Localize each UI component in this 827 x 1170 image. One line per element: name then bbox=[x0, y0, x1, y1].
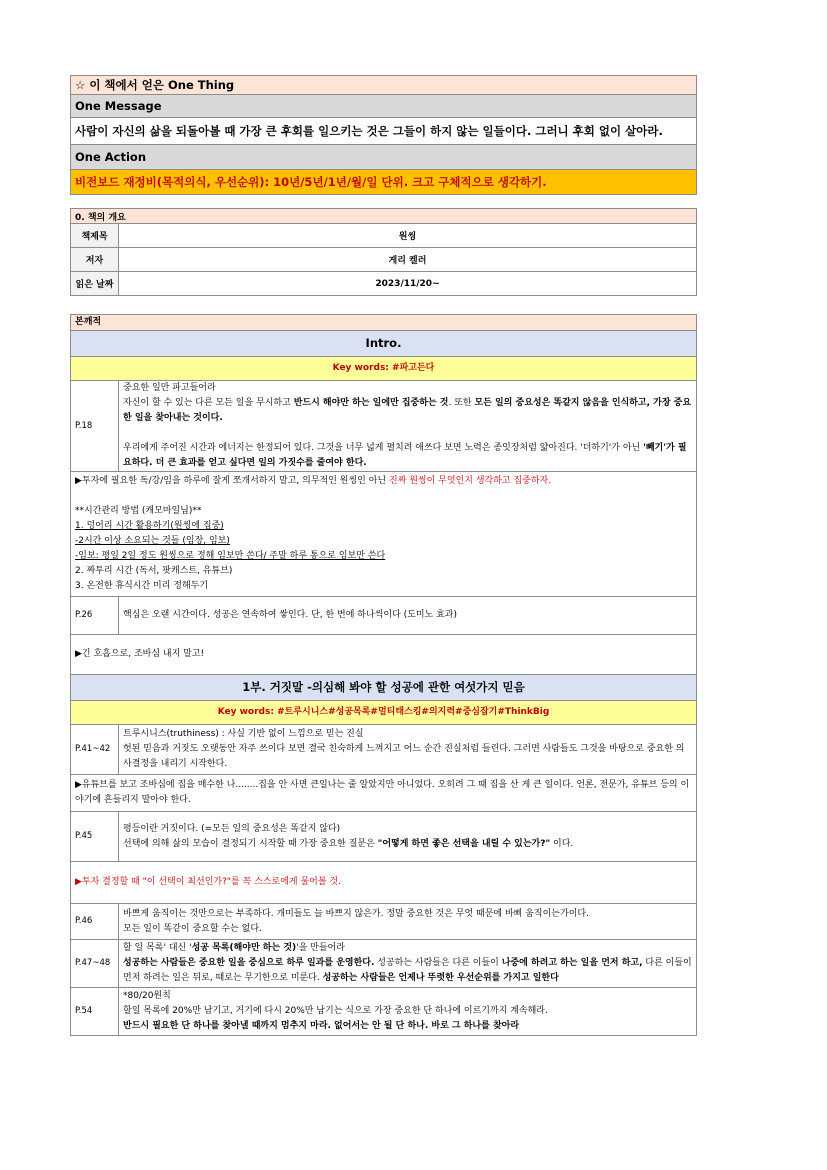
reflection-cell: ▶긴 호흡으로, 조바심 내지 말고! bbox=[71, 635, 697, 675]
reflection-line: ▶투자에 필요한 독/강/임을 하루에 잘게 쪼개서하지 말고, 의무적인 원씽인 아닌 진짜 원씽이 무엇인지 생각하고 집중하자. bbox=[75, 476, 552, 486]
one-thing-box bbox=[70, 75, 697, 195]
page-ref: P.47~48 bbox=[71, 940, 119, 988]
book-overview bbox=[70, 208, 697, 296]
reading-notes bbox=[70, 314, 697, 1036]
time-mgmt-item: 2. 짜투리 시간 (독서, 팟캐스트, 유튜브) bbox=[75, 566, 233, 576]
page-ref: P.41~42 bbox=[71, 725, 119, 775]
overview-header: 0. 책의 개요 bbox=[71, 209, 697, 224]
overview-value-date: 2023/11/20~ bbox=[119, 272, 697, 296]
quote-cell: 핵심은 오랜 시간이다. 성공은 연속하여 쌓인다. 단, 한 번에 하나씩이다 (도미노 효과) bbox=[119, 597, 697, 635]
reflection-cell bbox=[71, 472, 697, 597]
quote-cell bbox=[119, 812, 697, 862]
page-ref: P.54 bbox=[71, 988, 119, 1036]
one-message-label: One Message bbox=[71, 95, 697, 118]
quote-line: 선택에 의해 삶의 모습이 결정되기 시작할 때 가장 중요한 질문은 "어떻게 하면 좋은 선택을 내릴 수 있는가?" 이다. bbox=[123, 838, 574, 849]
page-ref: P.18 bbox=[71, 381, 119, 472]
overview-value-title: 원씽 bbox=[119, 224, 697, 248]
quote-line: 우리에게 주어진 시간과 에너지는 한정되어 있다. 그것을 너무 넓게 펼치려 애쓰다 보면 노력은 종잇장처럼 얇아진다. '더하기'가 아닌 '빼기'가 필요하다. 더 큰 효과를 얻고 싶다면 일의 가짓수를 줄여야 한다. bbox=[123, 443, 687, 468]
part1-keywords: Key words: #트루시니스#성공목록#멀티태스킹#의지력#중심잡기#ThinkBig bbox=[71, 701, 697, 725]
page-ref: P.46 bbox=[71, 904, 119, 940]
quote-cell bbox=[119, 904, 697, 940]
quote-line: *80/20원칙 bbox=[123, 991, 171, 1001]
quote-line: 모든 일이 똑같이 중요할 수는 없다. bbox=[123, 923, 262, 934]
quote-line: 트루시니스(truthiness) : 사실 기반 없이 느낌으로 믿는 진실 bbox=[123, 729, 364, 739]
time-mgmt-item: -임보: 평일 2일 정도 원씽으로 정해 임보만 쓴다/ 주말 하루 통으로 임보만 쓴다 bbox=[75, 551, 386, 561]
quote-line: 바쁘게 움직이는 것만으로는 부족하다. 개미들도 늘 바쁘지 않은가. 정말 중요한 것은 무엇 때문에 바삐 움직이는가이다. bbox=[123, 908, 589, 919]
one-action-label: One Action bbox=[71, 145, 697, 170]
quote-line: 자신이 할 수 있는 다른 모든 일을 무시하고 반드시 해야만 하는 일에만 집중하는 것. 또한 모든 일의 중요성은 똑같지 않음을 인식하고, 가장 중요한 일을 찾아내는 것이다. bbox=[123, 398, 692, 423]
intro-keywords: Key words: #파고든다 bbox=[71, 357, 697, 381]
quote-line: 반드시 필요한 단 하나를 찾아낼 때까지 멈추지 마라. 없어서는 안 될 단 하나. 바로 그 하나를 찾아라 bbox=[123, 1021, 520, 1031]
section-part1-title: 1부. 거짓말 -의심해 봐야 할 성공에 관한 여섯가지 믿음 bbox=[71, 675, 697, 701]
time-mgmt-title: **시간관리 방법 (캐모마일님)** bbox=[75, 506, 202, 516]
overview-label-date: 읽은 날짜 bbox=[71, 272, 119, 296]
quote-line: 성공하는 사람들은 중요한 일을 중심으로 하루 일과를 운영한다. 성공하는 사람들은 다른 이들이 나중에 하려고 하는 일을 먼저 하고, 다른 이들이 먼저 하려는 일은 뒤로, 때로는 무기한으로 미룬다. 성공하는 사람들은 언제나 뚜렷한 우선순위를 가지고 일한다 bbox=[123, 958, 692, 983]
reflection-cell: ▶투자 결정할 때 "이 선택이 최선인가?"를 꼭 스스로에게 물어볼 것. bbox=[71, 862, 697, 904]
overview-value-author: 게리 켈러 bbox=[119, 248, 697, 272]
quote-line: 할 일 목록' 대신 '성공 목록(해야만 하는 것)'을 만들어라 bbox=[123, 943, 345, 953]
time-mgmt-item: 3. 온전한 휴식시간 미리 정해두기 bbox=[75, 581, 209, 591]
quote-line: 평등이란 거짓이다. (=모든 일의 중요성은 똑같지 않다) bbox=[123, 823, 341, 834]
one-action-text: 비전보드 재정비(목적의식, 우선순위): 10년/5년/1년/월/일 단위. 크고 구체적으로 생각하기. bbox=[71, 170, 697, 195]
reflection-cell: ▶유튜브를 보고 조바심에 집을 매수한 나........집을 안 사면 큰일나는 줄 알았지만 아니었다. 오히려 그 때 집을 산 게 큰 일이다. 언론, 전문가, 유튜브 등의 이야기에 흔들리지 말아야 한다. bbox=[71, 775, 697, 812]
notes-header: 본깨적 bbox=[71, 315, 697, 331]
time-mgmt-item: 1. 덩어리 시간 활용하기(원씽에 집중) bbox=[75, 521, 224, 531]
quote-line: 중요한 일만 파고들어라 bbox=[123, 383, 216, 393]
quote-line: 헛된 믿음과 거짓도 오랫동안 자주 쓰이다 보면 결국 친숙하게 느껴지고 어느 순간 진실처럼 들린다. 그러면 사람들도 그것을 바탕으로 중요한 의사결정을 내리기 시작한다. bbox=[123, 744, 685, 769]
quote-cell bbox=[119, 725, 697, 775]
page-ref: P.45 bbox=[71, 812, 119, 862]
section-intro-title: Intro. bbox=[71, 331, 697, 357]
one-thing-title: ☆ 이 책에서 얻은 One Thing bbox=[71, 76, 697, 95]
quote-line: 할일 목록에 20%만 남기고, 거기에 다시 20%만 남기는 식으로 가장 중요한 단 하나에 이르기까지 계속해라. bbox=[123, 1006, 548, 1016]
quote-cell bbox=[119, 381, 697, 472]
page-ref: P.26 bbox=[71, 597, 119, 635]
quote-cell bbox=[119, 988, 697, 1036]
quote-cell bbox=[119, 940, 697, 988]
overview-label-title: 책제목 bbox=[71, 224, 119, 248]
time-mgmt-item: -2시간 이상 소요되는 것들 (임장, 임보) bbox=[75, 536, 230, 546]
overview-label-author: 저자 bbox=[71, 248, 119, 272]
one-message-text: 사람이 자신의 삶을 되돌아볼 때 가장 큰 후회를 일으키는 것은 그들이 하지 않는 일들이다. 그러니 후회 없이 살아라. bbox=[71, 118, 697, 145]
